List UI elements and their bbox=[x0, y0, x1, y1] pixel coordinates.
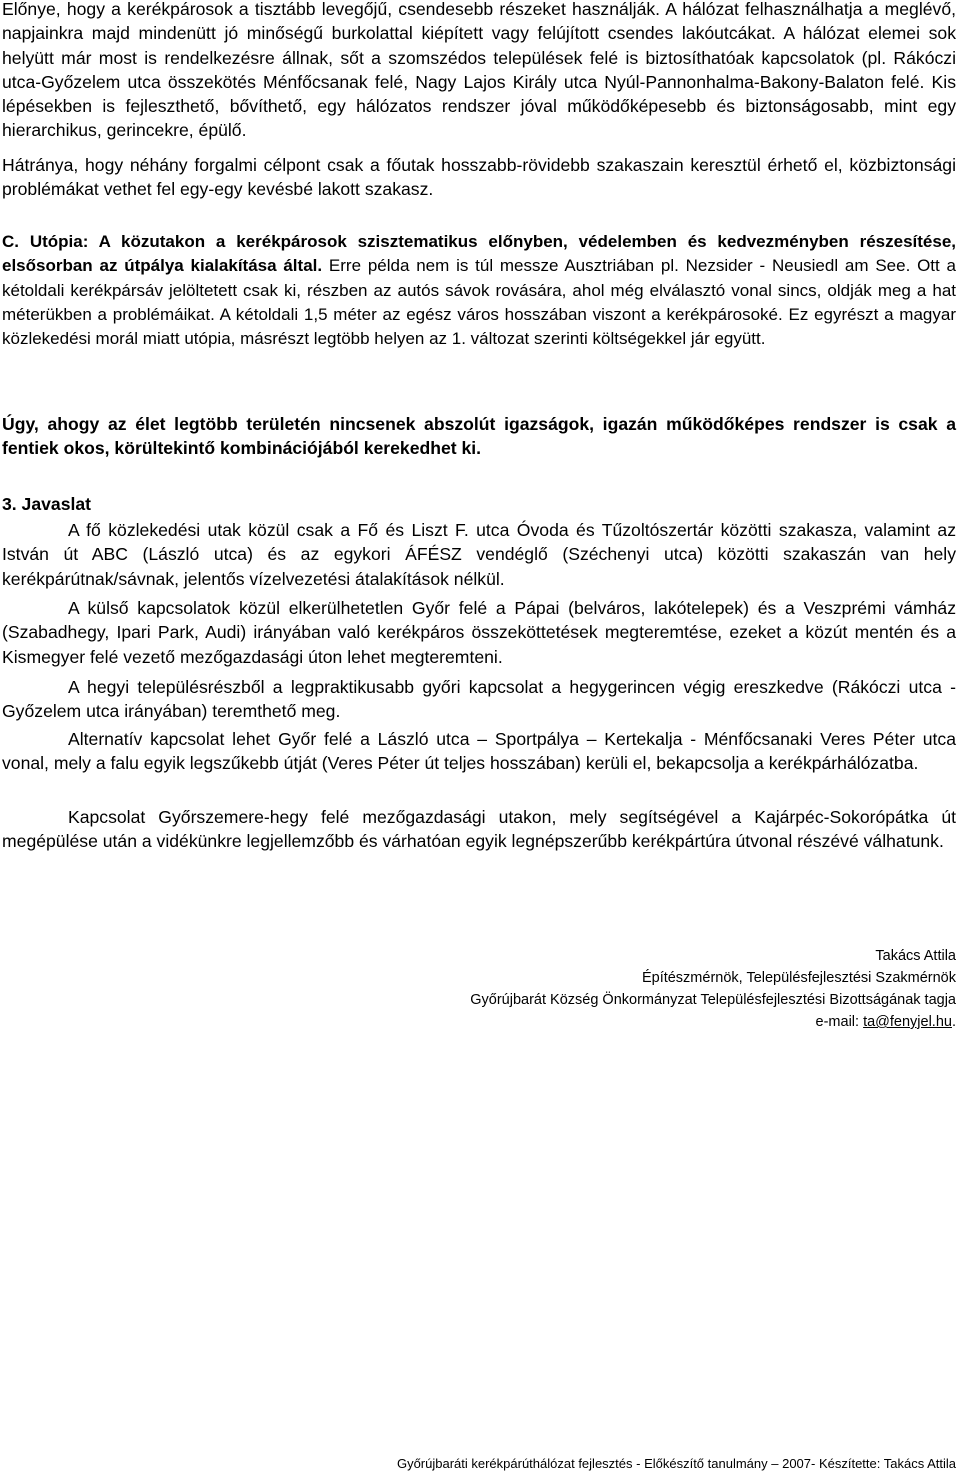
signature-org: Győrújbarát Község Önkormányzat Településfejlesztési Bizottságának tagja bbox=[470, 992, 956, 1008]
paragraph-alternative-link: Alternatív kapcsolat lehet Győr felé a László utca – Sportpálya – Kertekalja - Ménfőcsanaki Veres Péter utca vonal, mely a falu egyik legszűkebb útját (Veres Péter út teljes hosszában) kerüli el, bekapcsolja a kerékpárhálózatba. bbox=[2, 729, 956, 774]
paragraph-gyorszemere-link: Kapcsolat Győrszemere-hegy felé mezőgazdasági utakon, mely segítségével a Kajárpéc-Sokorópátka út megépülése után a vidékünkre legjellemzőbb és várhatóan egyik legnépszerűbb kerékpártúra útvonal részévé válhatunk. bbox=[2, 807, 956, 852]
utopia-rest: Erre példa nem is túl messze Ausztriában pl. Nezsider - Neusiedl am See. Ott a kétoldali kerékpársáv jelöltetett csak ki, részben az autós sávok rovására, ahol még elválasztó vonal sincs, oldják meg a hat méterükben a problémáikat. A kétoldali 1,5 méter az egész város hosszában viszont a kerékpárosoké. Ez egyrészt a magyar közlekedési morál miatt utópia, másrészt legtöbb helyen az 1. változat szerinti költségekkel jár együtt. bbox=[2, 256, 957, 349]
paragraph-disadvantage: Hátránya, hogy néhány forgalmi célpont csak a főutak hosszabb-rövidebb szakaszain keresztül érhető el, közbiztonsági problémákat vethet fel egy-egy kevésbé lakott szakasz. bbox=[2, 155, 956, 200]
page-footer: Győrújbaráti kerékpárúthálózat fejlesztés - Előkészítő tanulmány – 2007- Készítette: Takács Attila bbox=[396, 1456, 956, 1471]
paragraph-external-links: A külső kapcsolatok közül elkerülhetetlen Győr felé a Pápai (belváros, lakótelepek) és a Veszprémi vámház (Szabadhegy, Ipari Park, Audi) irányában való kerékpáros összeköttetések megteremtése, ezeket a közút mentén és a Kismegyer felé vezető mezőgazdasági úton lehet megteremteni. bbox=[2, 598, 956, 667]
signature-email-line bbox=[256, 1012, 956, 1032]
section-heading-javaslat: 3. Javaslat bbox=[2, 494, 92, 514]
paragraph-advantage: Előnye, hogy a kerékpárosok a tisztább levegőjű, csendesebb részeket használják. A hálózat felhasználhatja a meglévő, napjainkra majd mindenütt jó minőségű burkolattal kiépített vagy felújított csendes lakóutcákat. A hálózat elemei sok helyütt már most is rendelkezésre állnak, sőt a szomszédos települések felé is biztosíthatóak kapcsolatok (pl. Rákóczi utca-Győzelem utca összekötés Ménfőcsanak felé, Nagy Lajos Király utca Nyúl-Pannonhalma-Bakony-Balaton felé. Kis lépésekben is fejleszthető, bővíthető, egy hálózatos rendszer jóval működőképesebb és biztonságosabb, mint egy hierarchikus, gerincekre, épülő. bbox=[2, 0, 956, 141]
paragraph-conclusion: Úgy, ahogy az élet legtöbb területén nincsenek abszolút igazságok, igazán működőképes rendszer is csak a fentiek okos, körültekintő kombinációjából kerekedhet ki. bbox=[2, 414, 956, 459]
email-link[interactable]: ta@fenyjel.hu bbox=[863, 1014, 952, 1030]
utopia-bold-lead: C. Utópia: A közutakon a kerékpárosok szisztematikus előnyben, védelemben és kedvezményben részesítése, elsősorban az útpálya kialakítása által. bbox=[2, 232, 956, 276]
signature-name: Takács Attila bbox=[875, 948, 956, 964]
paragraph-main-roads: A fő közlekedési utak közül csak a Fő és Liszt F. utca Óvoda és Tűzoltószertár közötti szakasza, valamint az István út ABC (László utca) és az egykori ÁFÉSZ vendéglő (Széchenyi utca) közötti szakaszán van hely kerékpárútnak/sávnak, jelentős vízelvezetési átalakítások nélkül. bbox=[2, 520, 956, 589]
signature-title: Építészmérnök, Településfejlesztési Szakmérnök bbox=[641, 970, 956, 986]
email-label: e-mail: bbox=[815, 1014, 864, 1030]
email-suffix: . bbox=[951, 1014, 956, 1030]
paragraph-utopia bbox=[2, 230, 956, 351]
paragraph-hill-link: A hegyi településrészből a legpraktikusabb győri kapcsolat a hegygerincen végig ereszkedve (Rákóczi utca - Győzelem utca irányában) teremthető meg. bbox=[2, 677, 956, 722]
